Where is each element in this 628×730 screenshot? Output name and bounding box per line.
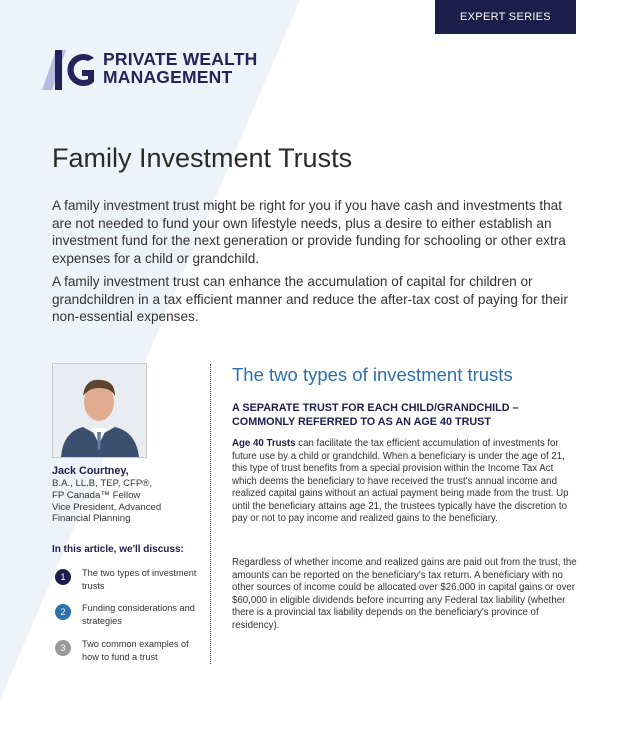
brand-line-1: PRIVATE WEALTH	[103, 49, 258, 69]
topic-number-badge: 1	[55, 569, 71, 585]
body-paragraph-1	[232, 438, 580, 526]
topic-item-1	[55, 567, 197, 592]
column-divider	[210, 364, 211, 664]
credential-line: Financial Planning	[52, 513, 131, 525]
intro-paragraph-2: A family investment trust can enhance the accumulation of capital for children or grandchildren in a tax efficient manner and reduce the after-tax cost of paying for their non-essential expenses.	[52, 274, 568, 325]
brand-wordmark	[103, 50, 257, 86]
topic-label: Two common examples of how to fund a trust	[82, 639, 189, 662]
topic-item-2	[55, 602, 197, 627]
discuss-heading: In this article, we'll discuss:	[52, 544, 184, 555]
expert-series-tag: EXPERT SERIES	[435, 0, 576, 34]
credential-line: FP Canada™ Fellow	[52, 489, 141, 501]
author-credentials	[52, 478, 202, 525]
author-portrait-icon	[53, 364, 146, 457]
topic-label: Funding considerations and strategies	[82, 603, 195, 626]
ig-logo-icon	[42, 44, 102, 94]
topic-number-badge: 3	[55, 640, 71, 656]
section-subheading: A SEPARATE TRUST FOR EACH CHILD/GRANDCHILD – COMMONLY REFERRED TO AS AN AGE 40 TRUST	[232, 402, 519, 428]
credential-line: B.A., LL.B, TEP, CFP®,	[52, 478, 153, 489]
page-title: Family Investment Trusts	[52, 143, 353, 173]
topic-number-badge: 2	[55, 604, 71, 620]
intro-paragraph-1: A family investment trust might be right for you if you have cash and investments that are not needed to fund your own lifestyle needs, plus a desire to either establish an investment fund for the next generation or provide funding for schooling or other extra expenses for a child or grandchild.	[52, 198, 566, 266]
paragraph-lead: Age 40 Trusts	[232, 438, 296, 449]
topic-item-3	[55, 638, 197, 663]
body-paragraph-2: Regardless of whether income and realized gains are paid out from the trust, the amounts can be reported on the beneficiary's tax return. A beneficiary with no other sources of income could be allocated over $26,000 in capital gains or over $60,000 in eligible dividends before incurring any Federal tax liability (whether there is a provincial tax liability depends on the beneficiary's province of residency).	[232, 557, 577, 631]
paragraph-text: can facilitate the tax efficient accumulation of investments for future use by a child or grandchild. When a beneficiary is under the age of 21, this type of trust benefits from a special provision within the Income Tax Act which deems the beneficiary to have received the trust's annual income and realized capital gains without an actual payment being made from the trust. Up until the beneficiary attains age 21, the trustees typically have the discretion to pay or not to pay income and realized gains to the beneficiary.	[232, 438, 569, 524]
topic-label: The two types of investment trusts	[82, 568, 197, 591]
brand-line-2: MANAGEMENT	[103, 67, 233, 87]
author-name: Jack Courtney,	[52, 465, 129, 477]
author-photo	[52, 363, 147, 458]
section-heading: The two types of investment trusts	[232, 364, 513, 385]
credential-line: Vice President, Advanced	[52, 501, 162, 513]
